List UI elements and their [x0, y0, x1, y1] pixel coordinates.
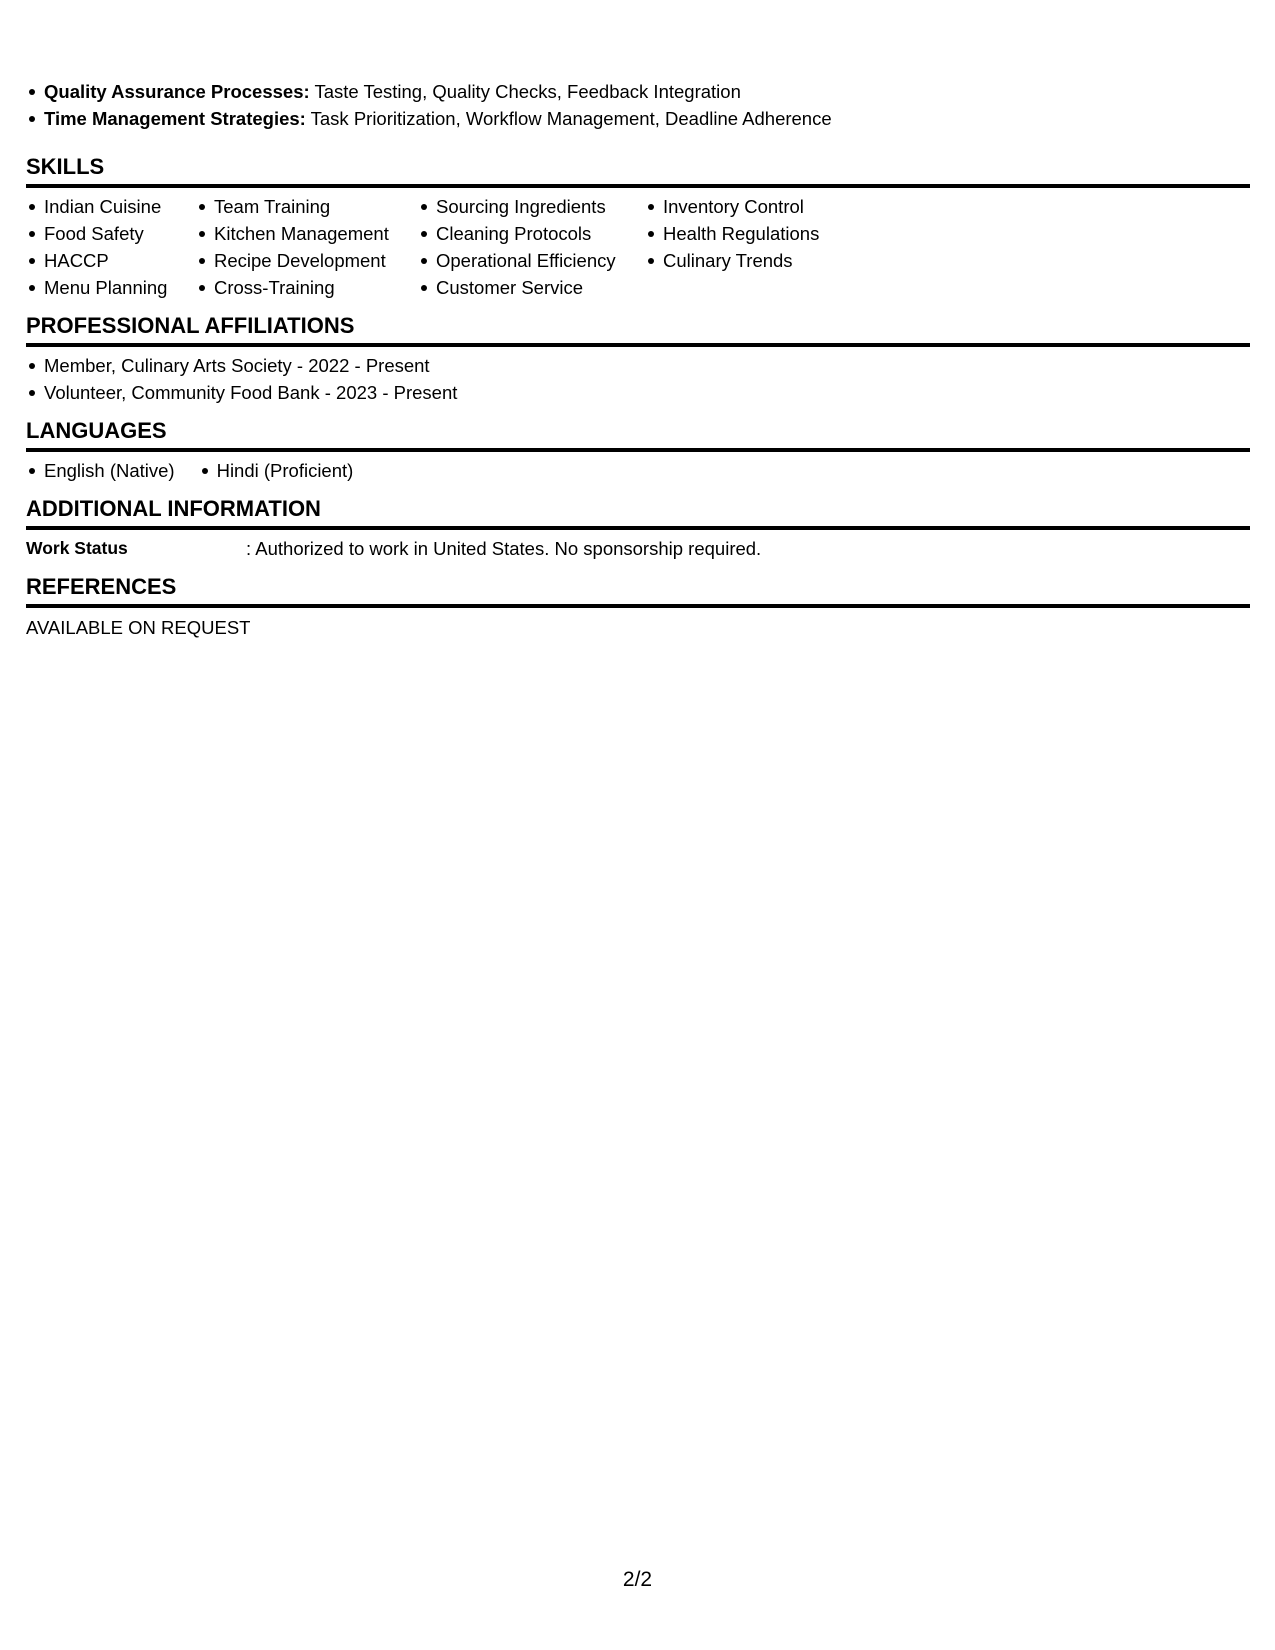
- skill-item: Cleaning Protocols: [436, 220, 641, 247]
- language-item: English (Native): [44, 457, 175, 484]
- affiliations-heading: PROFESSIONAL AFFILIATIONS: [26, 313, 1250, 347]
- skill-item: Food Safety: [44, 220, 192, 247]
- skills-column: [214, 193, 414, 301]
- skill-item: Operational Efficiency: [436, 247, 641, 274]
- languages-heading: LANGUAGES: [26, 418, 1250, 452]
- skills-grid: [26, 188, 1250, 301]
- additional-info-heading: ADDITIONAL INFORMATION: [26, 496, 1250, 530]
- skills-column: [44, 193, 192, 301]
- skill-item: Recipe Development: [214, 247, 414, 274]
- skill-item: Culinary Trends: [663, 247, 863, 274]
- language-item: Hindi (Proficient): [217, 457, 354, 484]
- references-text: AVAILABLE ON REQUEST: [26, 617, 251, 638]
- item-text: Task Prioritization, Workflow Management, Deadline Adherence: [305, 108, 832, 129]
- languages-list: [26, 452, 1250, 484]
- skill-item: Cross-Training: [214, 274, 414, 301]
- work-status-row: [26, 530, 1250, 562]
- skill-item: Indian Cuisine: [44, 193, 192, 220]
- affiliation-item: Member, Culinary Arts Society - 2022 - Present: [44, 352, 1250, 379]
- list-item: [44, 78, 1250, 105]
- skill-item: Team Training: [214, 193, 414, 220]
- references-heading: REFERENCES: [26, 574, 1250, 608]
- item-label: Quality Assurance Processes:: [44, 81, 310, 102]
- skill-item: Kitchen Management: [214, 220, 414, 247]
- work-status-value: : Authorized to work in United States. No sponsorship required.: [246, 538, 762, 559]
- skill-item: Customer Service: [436, 274, 641, 301]
- page-number: 2/2: [622, 1568, 653, 1591]
- skill-item: Health Regulations: [663, 220, 863, 247]
- item-label: Time Management Strategies:: [44, 108, 306, 129]
- skills-heading: SKILLS: [26, 154, 1250, 188]
- skills-column: [436, 193, 641, 301]
- skill-item: HACCP: [44, 247, 192, 274]
- skill-item: Sourcing Ingredients: [436, 193, 641, 220]
- skills-column: [663, 193, 863, 301]
- list-item: [44, 105, 1250, 132]
- work-status-label: Work Status: [26, 538, 128, 558]
- affiliations-list: [26, 347, 1250, 406]
- item-text: Taste Testing, Quality Checks, Feedback Integration: [309, 81, 741, 102]
- skill-item: Inventory Control: [663, 193, 863, 220]
- affiliation-item: Volunteer, Community Food Bank - 2023 - Present: [44, 379, 1250, 406]
- competencies-list: [26, 78, 1250, 132]
- skill-item: Menu Planning: [44, 274, 192, 301]
- resume-page: [26, 78, 1250, 641]
